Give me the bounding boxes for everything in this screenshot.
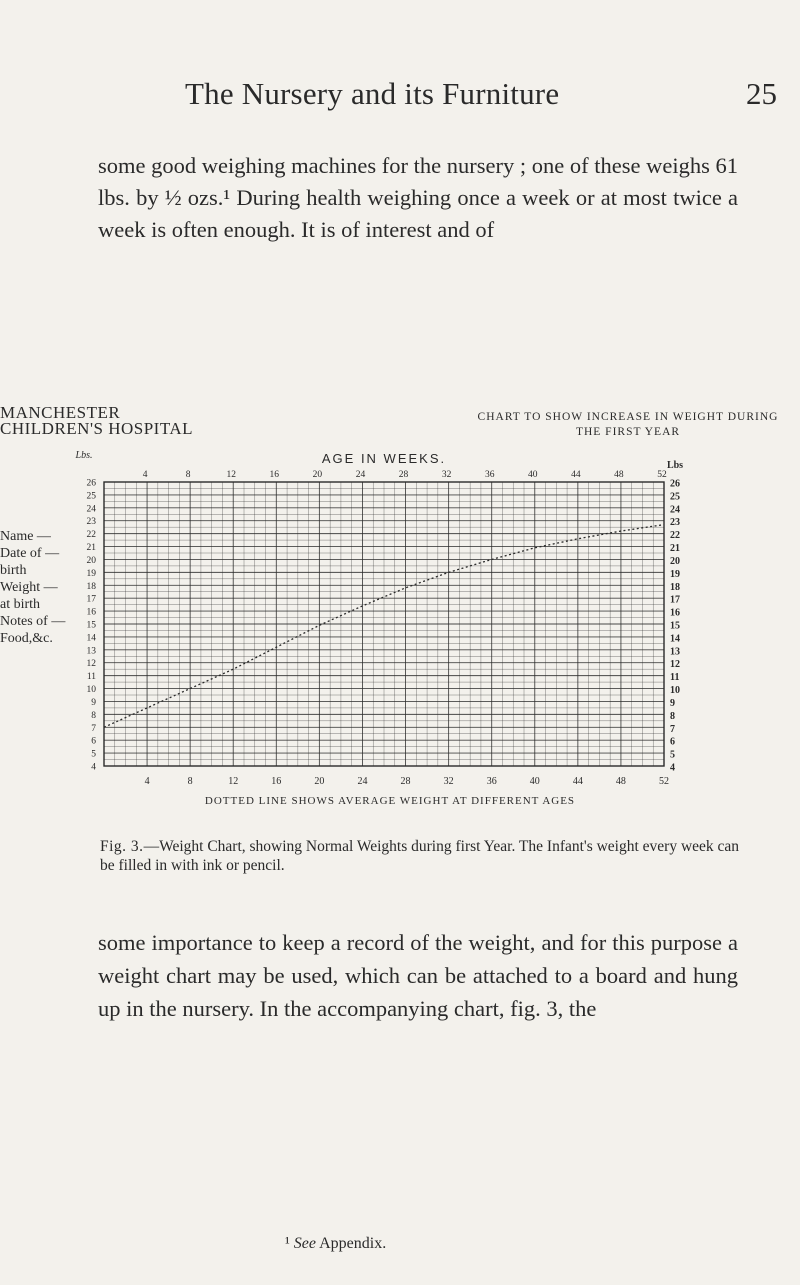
y-tick-label-left: 16 (86, 607, 96, 618)
y-tick-label-left: 17 (86, 594, 96, 605)
y-unit-left: Lbs. (75, 450, 93, 461)
x-tick-label-top: 20 (312, 470, 323, 480)
y-tick-label-left: 22 (86, 530, 96, 541)
side-label: Name — (0, 529, 51, 544)
x-tick-label-bottom: 32 (443, 776, 454, 787)
y-tick-label-right: 20 (670, 555, 680, 567)
y-tick-label-right: 6 (670, 736, 675, 748)
y-tick-label-left: 21 (86, 543, 96, 554)
y-tick-label-right: 10 (670, 685, 680, 697)
x-tick-label-top: 12 (226, 470, 236, 480)
x-tick-label-bottom: 48 (615, 776, 626, 787)
chart-heading-line-2: THE FIRST YEAR (575, 426, 681, 438)
y-tick-label-right: 23 (670, 517, 680, 529)
x-tick-label-top: 8 (185, 470, 191, 480)
side-label: Weight — (0, 580, 58, 595)
y-tick-label-left: 11 (86, 672, 96, 683)
y-tick-label-right: 4 (670, 762, 675, 774)
y-tick-label-right: 16 (670, 607, 680, 619)
running-title: The Nursery and its Furniture (185, 76, 560, 111)
y-tick-label-left: 24 (86, 504, 96, 515)
x-tick-label-bottom: 44 (572, 776, 583, 787)
x-tick-label-top: 4 (142, 470, 148, 480)
x-tick-label-top: 36 (484, 470, 495, 480)
hospital-line-2: CHILDREN'S HOSPITAL (0, 419, 194, 438)
side-label: at birth (0, 597, 41, 612)
y-tick-label-right: 26 (670, 478, 680, 490)
y-tick-label-right: 9 (670, 697, 675, 709)
y-tick-label-left: 4 (91, 762, 96, 773)
page-number: 25 (746, 76, 777, 111)
chart-footer-note: DOTTED LINE SHOWS AVERAGE WEIGHT AT DIFFERENT AGES (204, 795, 576, 805)
y-tick-label-left: 10 (86, 685, 96, 696)
y-tick-label-left: 25 (86, 491, 96, 502)
x-tick-label-top: 40 (528, 470, 538, 480)
y-tick-label-right: 11 (670, 672, 680, 684)
chart-heading-line-1: CHART TO SHOW INCREASE IN WEIGHT DURING (477, 411, 779, 423)
paragraph-bottom: some importance to keep a record of the weight, and for this purpose a weight chart may be used, which can be attached to a board and hung up in the nursery. In the accompanying chart, fig. 3, the (98, 930, 738, 1021)
side-label: Notes of — (0, 614, 66, 629)
running-header (0, 76, 800, 116)
y-tick-label-left: 7 (91, 723, 96, 734)
y-tick-label-left: 6 (91, 736, 96, 747)
x-tick-label-top: 44 (571, 470, 581, 480)
x-tick-label-bottom: 28 (400, 776, 411, 787)
side-label: birth (0, 563, 27, 578)
figure-label: Fig. 3. (100, 838, 144, 855)
y-tick-label-right: 21 (670, 543, 680, 555)
x-tick-label-bottom: 52 (659, 776, 669, 787)
x-tick-label-top: 28 (398, 470, 409, 480)
x-tick-label-bottom: 24 (357, 776, 368, 787)
y-tick-label-left: 19 (86, 568, 96, 579)
y-tick-label-left: 9 (91, 697, 96, 708)
x-tick-label-bottom: 12 (228, 776, 239, 787)
footnote (285, 1235, 386, 1253)
x-tick-label-bottom: 8 (187, 776, 193, 787)
weight-chart (0, 405, 800, 805)
footnote-marker: ¹ (285, 1235, 290, 1252)
x-tick-label-bottom: 40 (529, 776, 540, 787)
figure-caption (100, 837, 740, 875)
weight-chart-figure (0, 405, 800, 805)
footnote-text: Appendix. (316, 1235, 387, 1252)
y-tick-label-right: 14 (670, 633, 680, 645)
x-tick-label-top: 48 (614, 470, 624, 480)
x-tick-label-top: 24 (355, 470, 366, 480)
x-tick-label-bottom: 36 (486, 776, 497, 787)
x-tick-label-bottom: 4 (144, 776, 150, 787)
x-tick-label-bottom: 16 (271, 776, 282, 787)
y-tick-label-left: 23 (86, 517, 96, 528)
y-tick-label-left: 14 (86, 633, 96, 644)
y-tick-label-right: 18 (670, 581, 680, 593)
y-tick-label-right: 22 (670, 530, 680, 542)
y-tick-label-right: 12 (670, 659, 680, 671)
y-tick-label-left: 8 (91, 710, 96, 721)
paragraph-top: some good weighing machines for the nursery ; one of these weighs 61 lbs. by ½ ozs.¹ During health weighing once a week or at most twice a week is often enough. It is of interest and of (98, 153, 738, 242)
y-tick-label-right: 13 (670, 646, 680, 658)
y-tick-label-left: 13 (86, 646, 96, 657)
y-tick-label-left: 18 (86, 581, 96, 592)
y-tick-label-left: 12 (86, 659, 96, 670)
y-tick-label-left: 20 (86, 555, 96, 566)
y-tick-label-left: 5 (91, 749, 96, 760)
hospital-line-1: MANCHESTER (0, 403, 121, 422)
y-tick-label-right: 7 (670, 723, 675, 735)
y-tick-label-right: 5 (670, 749, 675, 761)
x-tick-label-top: 32 (441, 470, 452, 480)
y-tick-label-left: 26 (86, 478, 96, 489)
y-tick-label-left: 15 (86, 620, 96, 631)
side-label: Food,&c. (0, 631, 53, 646)
y-tick-label-right: 25 (670, 491, 680, 503)
figure-caption-text: —Weight Chart, showing Normal Weights during first Year. The Infant's weight every week can be filled in with ink or pencil. (100, 838, 740, 874)
x-tick-label-bottom: 20 (314, 776, 325, 787)
y-unit-right: Lbs (666, 460, 684, 471)
y-tick-label-right: 19 (670, 568, 680, 580)
x-axis-title: AGE IN WEEKS. (321, 451, 447, 466)
y-tick-label-right: 24 (670, 504, 680, 516)
footnote-see: See (293, 1235, 316, 1252)
y-tick-label-right: 17 (670, 594, 680, 606)
x-tick-label-top: 52 (657, 470, 667, 480)
side-label: Date of — (0, 546, 60, 561)
x-tick-label-top: 16 (269, 470, 280, 480)
y-tick-label-right: 15 (670, 620, 680, 632)
y-tick-label-right: 8 (670, 710, 675, 722)
